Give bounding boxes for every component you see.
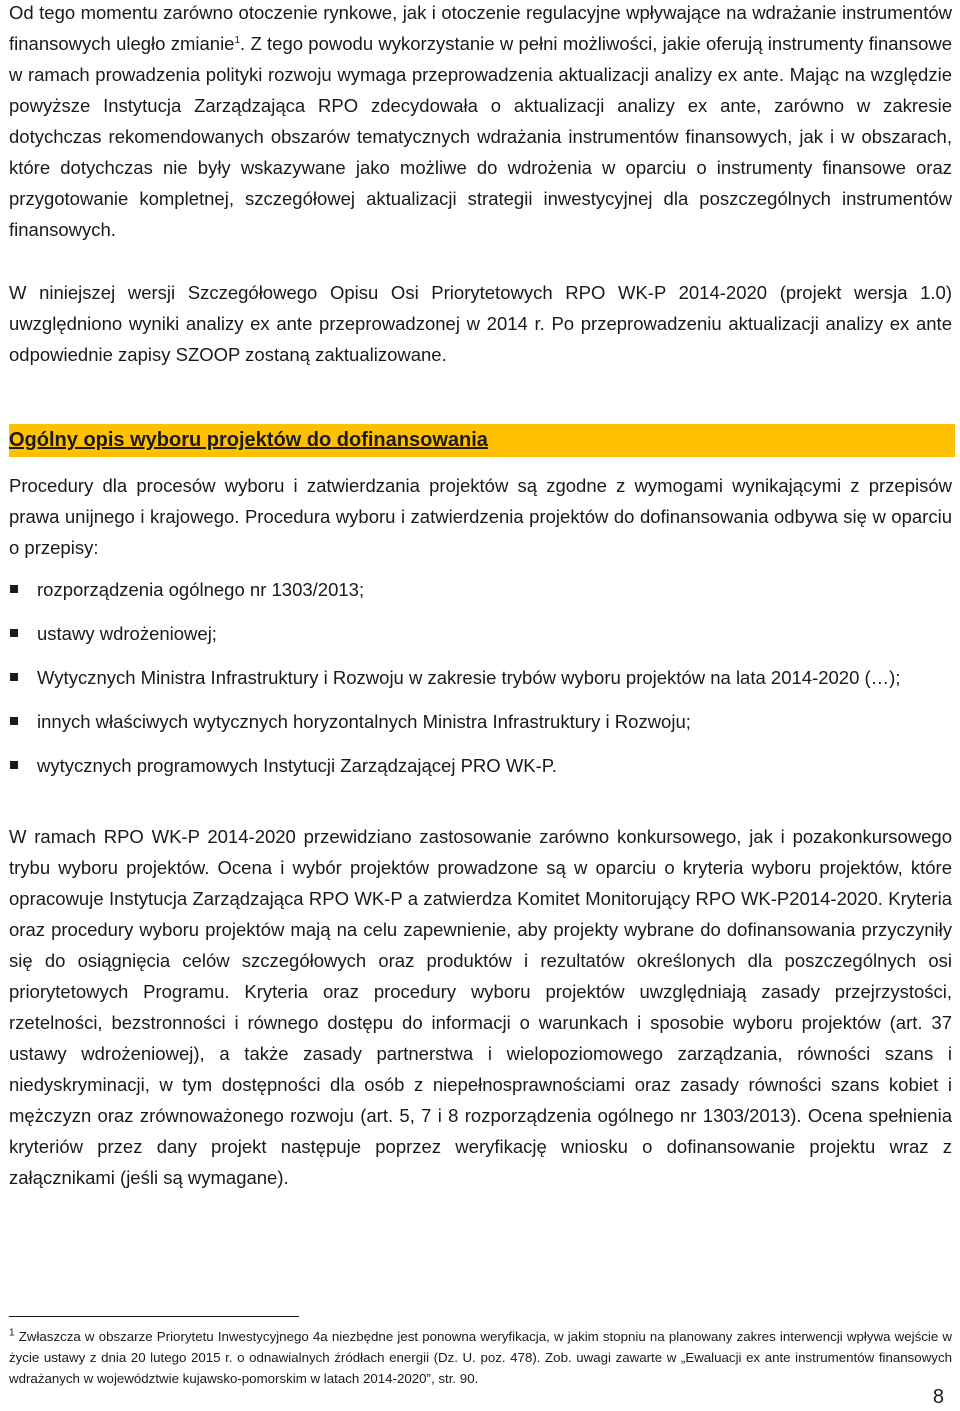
list-item xyxy=(9,662,952,693)
footnote xyxy=(9,1326,952,1389)
paragraph-intro-text: Od tego momentu zarówno otoczenie rynkowe, jak i otoczenie regulacyjne wpływające na wdrażanie instrumentów finansowych uległo zmianie xyxy=(9,2,952,54)
section-heading: Ogólny opis wyboru projektów do dofinansowania xyxy=(9,429,488,451)
list-item-text: ustawy wdrożeniowej; xyxy=(37,623,217,644)
list-item xyxy=(9,574,952,605)
paragraph-intro xyxy=(9,0,952,245)
list-item-text: wytycznych programowych Instytucji Zarządzającej PRO WK-P. xyxy=(37,755,557,776)
footnote-separator xyxy=(9,1316,299,1317)
paragraph-selection-modes: W ramach RPO WK-P 2014-2020 przewidziano zastosowanie zarówno konkursowego, jak i pozakonkursowego trybu wyboru projektów. Ocena i wybór projektów prowadzone są w oparciu o kryteria wyboru projektów, które opracowuje Instytucja Zarządzająca RPO WK-P a zatwierdza Komitet Monitorujący RPO WK-P2014-2020. Kryteria oraz procedury wyboru projektów mają na celu zapewnienie, aby projekty wybrane do dofinansowania przyczyniły się do osiągnięcia celów szczegółowych oraz produktów i rezultatów określonych dla poszczególnych osi priorytetowych Programu. Kryteria oraz procedury wyboru projektów uwzględniają zasady przejrzystości, rzetelności, bezstronności i równego dostępu do informacji o warunkach i sposobie wyboru projektów (art. 37 ustawy wdrożeniowej), a także zasady partnerstwa i wielopoziomowego zarządzania, równości szans i niedyskryminacji, w tym dostępności dla osób z niepełnosprawnościami oraz zasady równości szans kobiet i mężczyzn oraz zrównoważonego rozwoju (art. 5, 7 i 8 rozporządzenia ogólnego nr 1303/2013). Ocena spełnienia kryteriów przez dany projekt następuje poprzez weryfikację wniosku o dofinansowanie projektu wraz z załącznikami (jeśli są wymagane). xyxy=(9,826,952,1188)
paragraph-version-note: W niniejszej wersji Szczegółowego Opisu Osi Priorytetowych RPO WK-P 2014-2020 (projekt wersja 1.0) uwzględniono wyniki analizy ex ante przeprowadzonej w 2014 r. Po przeprowadzeniu aktualizacji analizy ex ante odpowiednie zapisy SZOOP zostaną zaktualizowane. xyxy=(9,282,952,365)
list-item xyxy=(9,618,952,649)
square-bullet-icon xyxy=(10,717,18,725)
list-item-text: Wytycznych Ministra Infrastruktury i Rozwoju w zakresie trybów wyboru projektów na lata 2014-2020 (…); xyxy=(37,667,901,688)
footnote-text: Zwłaszcza w obszarze Priorytetu Inwestycyjnego 4a niezbędne jest ponowna weryfikacja, w jakim stopniu na planowany zakres interwencji wpływa wejście w życie ustawy z dnia 20 lutego 2015 r. o odnawialnych źródłach energii (Dz. U. poz. 478). Zob. uwagi zawarte w „Ewaluacji ex ante instrumentów finansowych wdrażanych w województwie kujawsko-pomorskim w latach 2014-2020”, str. 90. xyxy=(9,1329,952,1386)
paragraph-intro-continuation: . Z tego powodu wykorzystanie w pełni możliwości, jakie oferują instrumenty finansowe w ramach prowadzenia polityki rozwoju wymaga przeprowadzenia aktualizacji analizy ex ante. Mając na względzie powyższe Instytucja Zarządzająca RPO zdecydowała o aktualizacji analizy ex ante, zarówno w zakresie dotychczas rekomendowanych obszarów tematycznych wdrażania instrumentów finansowych, jak i w obszarach, które dotychczas nie były wskazywane jako możliwe do wdrożenia w oparciu o instrumenty finansowe oraz przygotowanie kompletnej, szczegółowej aktualizacji strategii inwestycyjnej dla poszczególnych instrumentów finansowych. xyxy=(9,33,953,240)
list-item-text: rozporządzenia ogólnego nr 1303/2013; xyxy=(37,579,365,600)
regulations-list xyxy=(9,574,952,794)
paragraph-procedures: Procedury dla procesów wyboru i zatwierdzania projektów są zgodne z wymogami wynikającymi z przepisów prawa unijnego i krajowego. Procedura wyboru i zatwierdzenia projektów do dofinansowania odbywa się w oparciu o przepisy: xyxy=(9,475,952,558)
square-bullet-icon xyxy=(10,629,18,637)
list-item xyxy=(9,750,952,781)
footnote-reference[interactable]: 1 xyxy=(234,34,241,46)
square-bullet-icon xyxy=(10,585,18,593)
page-number: 8 xyxy=(932,1386,944,1408)
footnote-marker: 1 xyxy=(9,1327,15,1339)
list-item xyxy=(9,706,952,737)
square-bullet-icon xyxy=(10,673,18,681)
square-bullet-icon xyxy=(10,761,18,769)
list-item-text: innych właściwych wytycznych horyzontalnych Ministra Infrastruktury i Rozwoju; xyxy=(37,711,691,732)
